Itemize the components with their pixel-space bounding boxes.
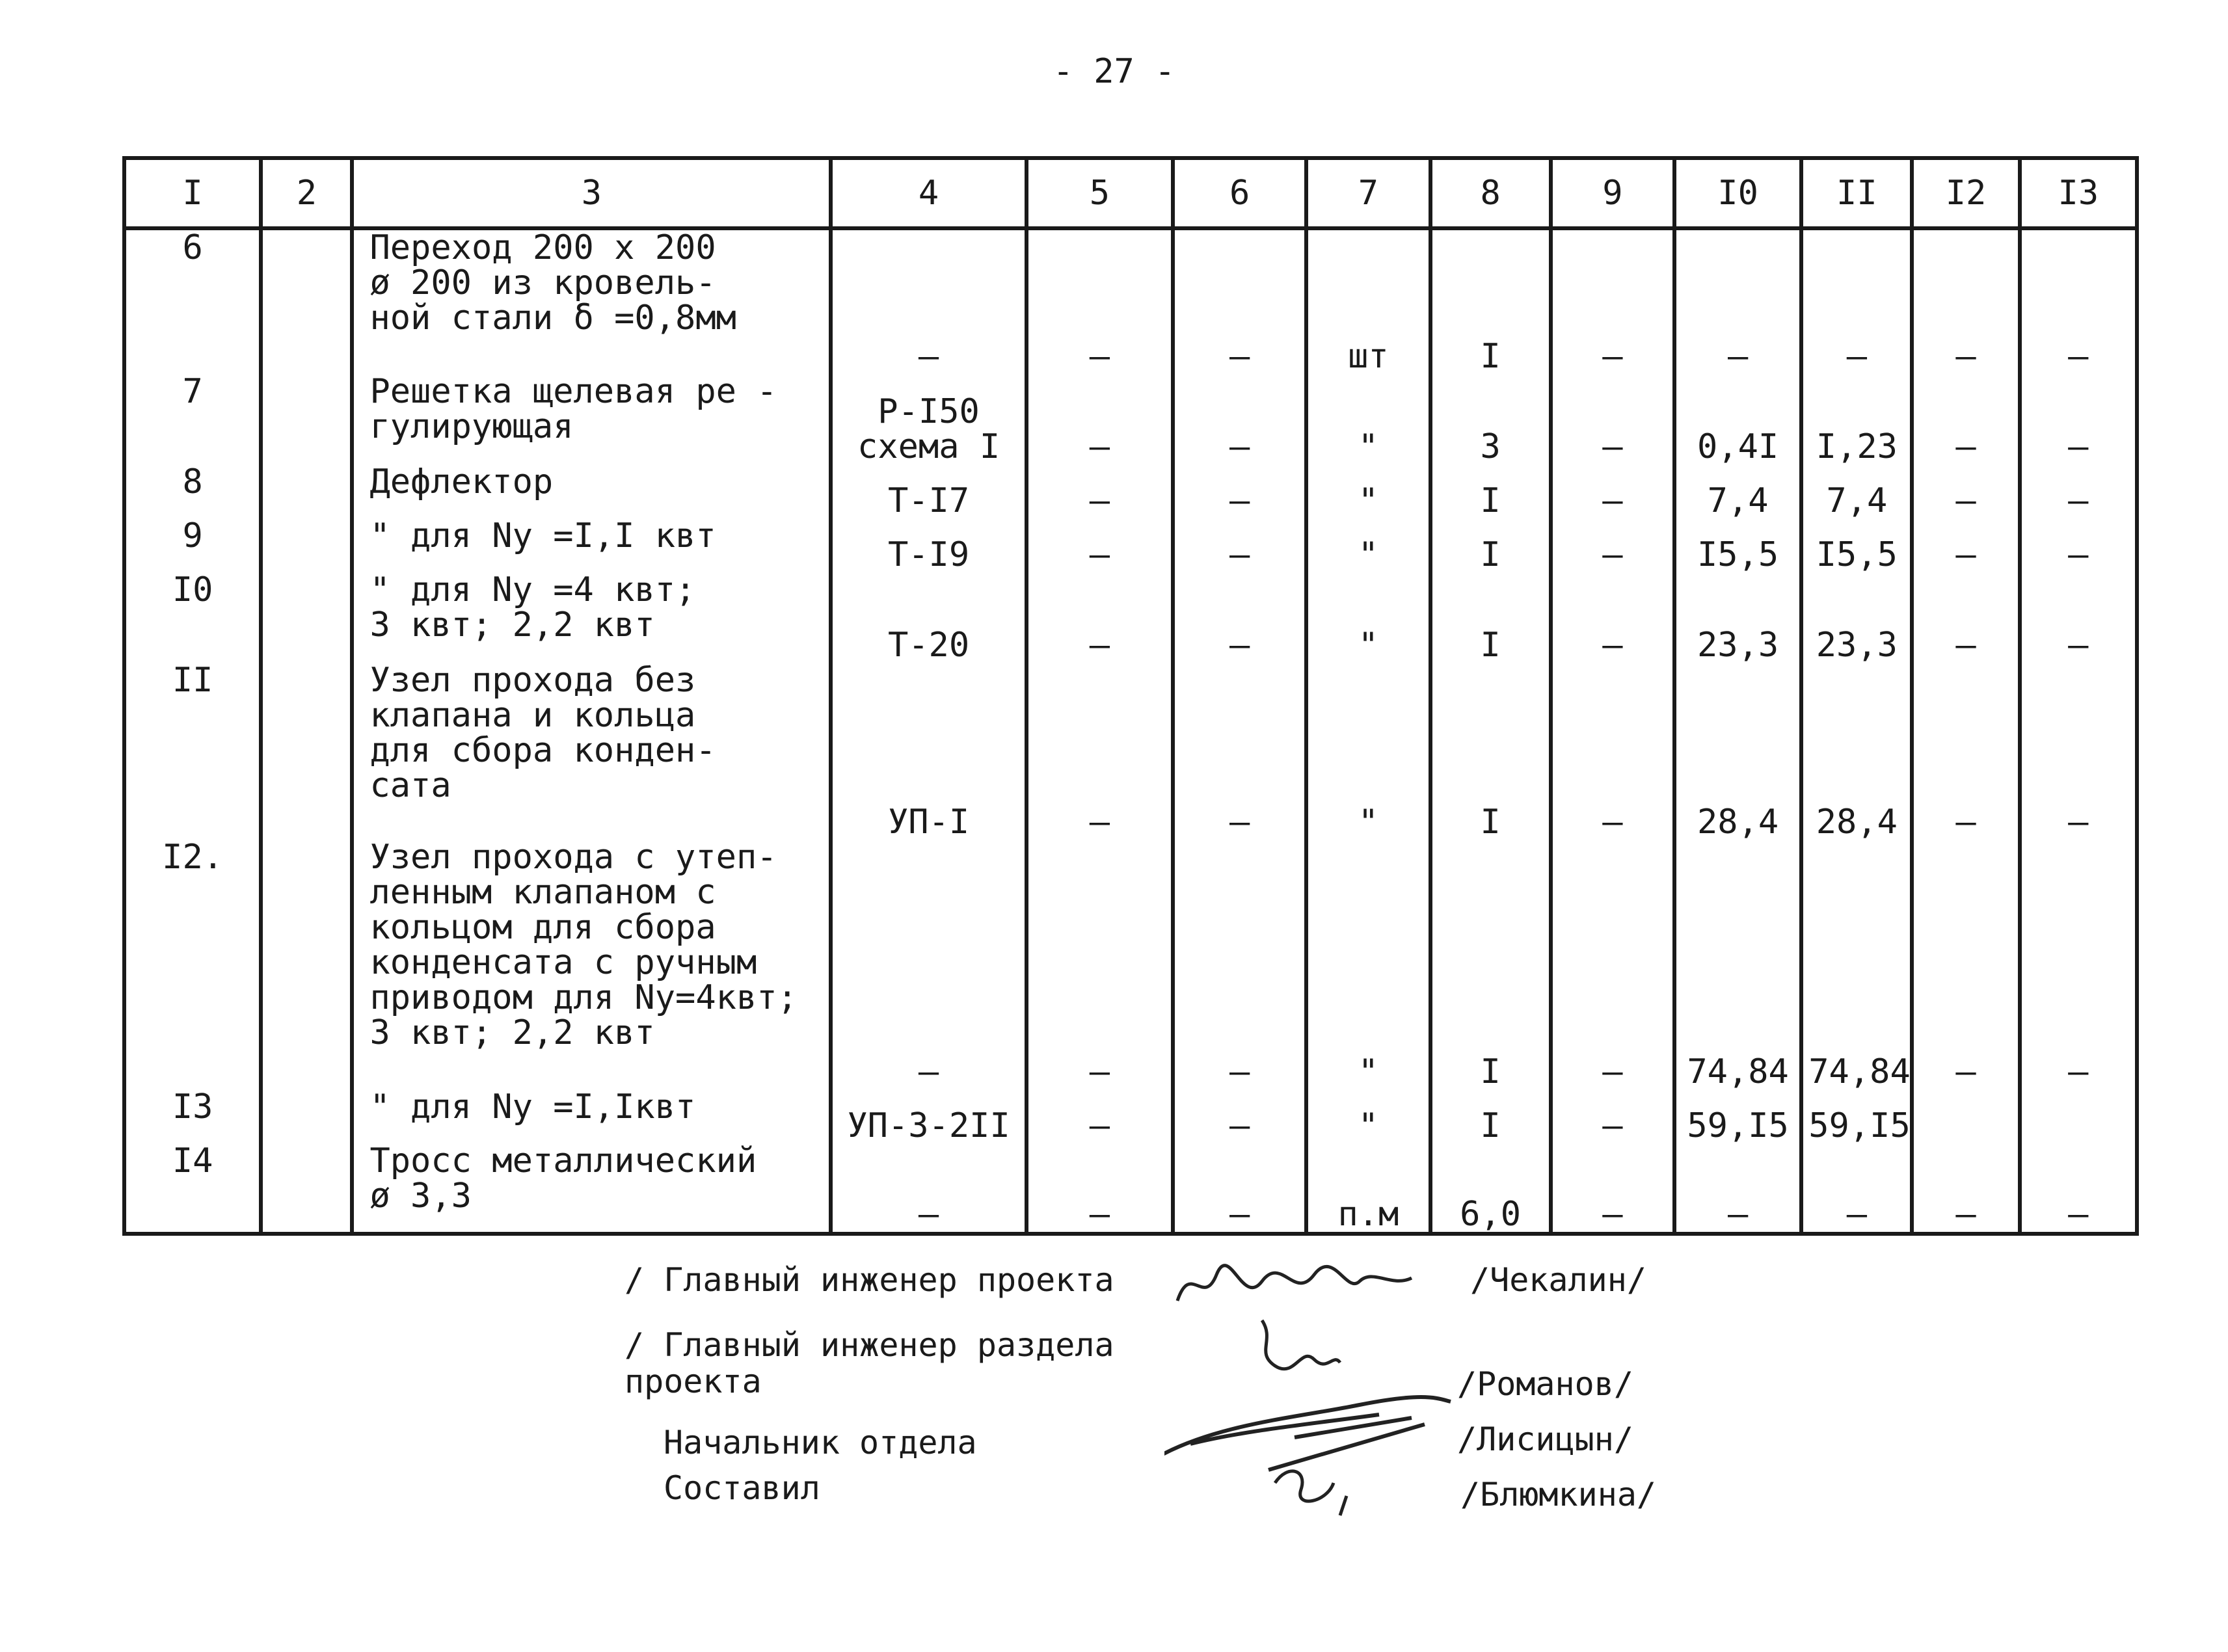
col-header-2: 2 (261, 158, 352, 228)
cell-col-2 (261, 572, 352, 663)
cell-col-10: 7,4 (1674, 464, 1801, 518)
cell-col-7: п.м (1306, 1143, 1430, 1234)
cell-col-11: 28,4 (1801, 663, 1912, 840)
cell-col-13: – (2020, 464, 2137, 518)
cell-col-5: – (1027, 1143, 1173, 1234)
cell-col-8: I (1430, 228, 1551, 374)
cell-col-7: " (1306, 663, 1430, 840)
cell-col-5: – (1027, 374, 1173, 464)
cell-col-12: – (1912, 464, 2019, 518)
cell-col-12: – (1912, 572, 2019, 663)
cell-col-6: – (1173, 572, 1306, 663)
cell-col-2 (261, 1143, 352, 1234)
cell-col-3: " для Ny =I,I квт (352, 518, 831, 572)
cell-col-10: 74,84 (1674, 840, 1801, 1089)
table-row (124, 518, 2137, 572)
cell-col-2 (261, 1089, 352, 1143)
cell-col-8: I (1430, 572, 1551, 663)
cell-col-5: – (1027, 1089, 1173, 1143)
cell-col-5: – (1027, 572, 1173, 663)
cell-col-12: – (1912, 374, 2019, 464)
cell-col-11: – (1801, 1143, 1912, 1234)
cell-col-4: – (831, 1143, 1026, 1234)
cell-col-9: – (1551, 228, 1674, 374)
cell-col-7: " (1306, 1089, 1430, 1143)
cell-col-2 (261, 374, 352, 464)
cell-col-3: Узел прохода без клапана и кольца для сбора конден- сата (352, 663, 831, 840)
cell-col-8: I (1430, 840, 1551, 1089)
col-header-11: II (1801, 158, 1912, 228)
col-header-6: 6 (1173, 158, 1306, 228)
cell-col-7: шт (1306, 228, 1430, 374)
col-header-9: 9 (1551, 158, 1674, 228)
cell-col-10: 23,3 (1674, 572, 1801, 663)
cell-col-6: – (1173, 518, 1306, 572)
cell-col-4: – (831, 228, 1026, 374)
handwritten-signatures (1164, 1249, 1464, 1522)
cell-col-13: – (2020, 228, 2137, 374)
signature-role: / Главный инженер проекта (624, 1261, 1114, 1299)
cell-col-8: I (1430, 518, 1551, 572)
table-row (124, 228, 2137, 374)
col-header-10: I0 (1674, 158, 1801, 228)
cell-col-5: – (1027, 663, 1173, 840)
cell-col-7: " (1306, 464, 1430, 518)
cell-col-11: 74,84 (1801, 840, 1912, 1089)
cell-col-8: I (1430, 663, 1551, 840)
cell-col-2 (261, 518, 352, 572)
cell-col-6: – (1173, 1089, 1306, 1143)
cell-col-10: 0,4I (1674, 374, 1801, 464)
cell-col-11: 7,4 (1801, 464, 1912, 518)
specification-table (122, 156, 2139, 1236)
cell-col-2 (261, 663, 352, 840)
cell-col-13: – (2020, 663, 2137, 840)
cell-col-7: " (1306, 572, 1430, 663)
cell-col-8: 6,0 (1430, 1143, 1551, 1234)
cell-col-1: I4 (172, 1141, 213, 1181)
cell-col-1: 6 (182, 228, 203, 267)
cell-col-8: I (1430, 464, 1551, 518)
cell-col-6: – (1173, 464, 1306, 518)
cell-col-5: – (1027, 840, 1173, 1089)
cell-col-9: – (1551, 663, 1674, 840)
cell-col-12 (1912, 1089, 2019, 1143)
table-row (124, 572, 2137, 663)
cell-col-4: УП-I (831, 663, 1026, 840)
table-row (124, 1143, 2137, 1234)
col-header-12: I2 (1912, 158, 2019, 228)
table-row (124, 663, 2137, 840)
cell-col-12: – (1912, 1143, 2019, 1234)
signature-name: /Чекалин/ (1470, 1261, 1646, 1299)
cell-col-4: Р-I50 схема I (831, 374, 1026, 464)
cell-col-6: – (1173, 228, 1306, 374)
cell-col-1: I0 (172, 570, 213, 610)
page-number: - 27 - (1053, 52, 1175, 91)
cell-col-9: – (1551, 1143, 1674, 1234)
cell-col-4: УП-3-2II (831, 1089, 1026, 1143)
col-header-8: 8 (1430, 158, 1551, 228)
signature-name: /Романов/ (1457, 1365, 1633, 1403)
cell-col-10: 59,I5 (1674, 1089, 1801, 1143)
cell-col-6: – (1173, 1143, 1306, 1234)
cell-col-8: 3 (1430, 374, 1551, 464)
cell-col-9: – (1551, 374, 1674, 464)
cell-col-12: – (1912, 228, 2019, 374)
col-header-13: I3 (2020, 158, 2137, 228)
cell-col-13: – (2020, 518, 2137, 572)
cell-col-3: Узел прохода с утеп- ленным клапаном с кольцом для сбора конденсата с ручным приводом для Ny=4квт; 3 квт; 2,2 квт (352, 840, 831, 1089)
col-header-5: 5 (1027, 158, 1173, 228)
cell-col-8: I (1430, 1089, 1551, 1143)
signature-role: Начальник отдела (664, 1424, 977, 1461)
cell-col-1: II (172, 660, 213, 700)
cell-col-9: – (1551, 572, 1674, 663)
cell-col-3: Тросс металлический ø 3,3 (352, 1143, 831, 1234)
cell-col-10: 28,4 (1674, 663, 1801, 840)
cell-col-1: 9 (182, 516, 203, 555)
cell-col-7: " (1306, 374, 1430, 464)
cell-col-4: Т-I7 (831, 464, 1026, 518)
cell-col-2 (261, 840, 352, 1089)
cell-col-12: – (1912, 663, 2019, 840)
cell-col-5: – (1027, 228, 1173, 374)
col-header-7: 7 (1306, 158, 1430, 228)
cell-col-13: – (2020, 374, 2137, 464)
cell-col-9: – (1551, 840, 1674, 1089)
cell-col-1: 8 (182, 462, 203, 501)
cell-col-10: I5,5 (1674, 518, 1801, 572)
cell-col-2 (261, 464, 352, 518)
signature-role: / Главный инженер раздела проекта (624, 1326, 1114, 1400)
cell-col-11: I5,5 (1801, 518, 1912, 572)
cell-col-9: – (1551, 518, 1674, 572)
cell-col-11: I,23 (1801, 374, 1912, 464)
cell-col-7: " (1306, 840, 1430, 1089)
cell-col-3: " для Ny =I,Iквт (352, 1089, 831, 1143)
col-header-4: 4 (831, 158, 1026, 228)
table-row (124, 1089, 2137, 1143)
signature-role: Составил (664, 1469, 820, 1507)
cell-col-6: – (1173, 374, 1306, 464)
signature-name: /Блюмкина/ (1460, 1476, 1657, 1513)
cell-col-13 (2020, 1089, 2137, 1143)
cell-col-12: – (1912, 518, 2019, 572)
signature-name: /Лисицын/ (1457, 1420, 1633, 1458)
cell-col-5: – (1027, 464, 1173, 518)
cell-col-11: 59,I5 (1801, 1089, 1912, 1143)
cell-col-7: " (1306, 518, 1430, 572)
cell-col-3: " для Ny =4 квт; 3 квт; 2,2 квт (352, 572, 831, 663)
table-row (124, 464, 2137, 518)
table-row (124, 374, 2137, 464)
cell-col-9: – (1551, 464, 1674, 518)
header-row (124, 158, 2137, 228)
table-row (124, 840, 2137, 1089)
cell-col-13: – (2020, 840, 2137, 1089)
cell-col-13: – (2020, 572, 2137, 663)
cell-col-12: – (1912, 840, 2019, 1089)
cell-col-4: – (831, 840, 1026, 1089)
cell-col-11: – (1801, 228, 1912, 374)
cell-col-6: – (1173, 663, 1306, 840)
cell-col-10: – (1674, 1143, 1801, 1234)
cell-col-6: – (1173, 840, 1306, 1089)
cell-col-1: 7 (182, 372, 203, 412)
cell-col-1: I3 (172, 1087, 213, 1127)
cell-col-2 (261, 228, 352, 374)
cell-col-4: Т-I9 (831, 518, 1026, 572)
cell-col-11: 23,3 (1801, 572, 1912, 663)
cell-col-1: I2. (162, 837, 224, 877)
cell-col-3: Решетка щелевая ре - гулирующая (352, 374, 831, 464)
cell-col-10: – (1674, 228, 1801, 374)
cell-col-5: – (1027, 518, 1173, 572)
cell-col-3: Дефлектор (352, 464, 831, 518)
cell-col-4: Т-20 (831, 572, 1026, 663)
cell-col-3: Переход 200 х 200 ø 200 из кровель- ной стали δ =0,8мм (352, 228, 831, 374)
col-header-1: I (124, 158, 261, 228)
col-header-3: 3 (352, 158, 831, 228)
cell-col-9: – (1551, 1089, 1674, 1143)
cell-col-13: – (2020, 1143, 2137, 1234)
